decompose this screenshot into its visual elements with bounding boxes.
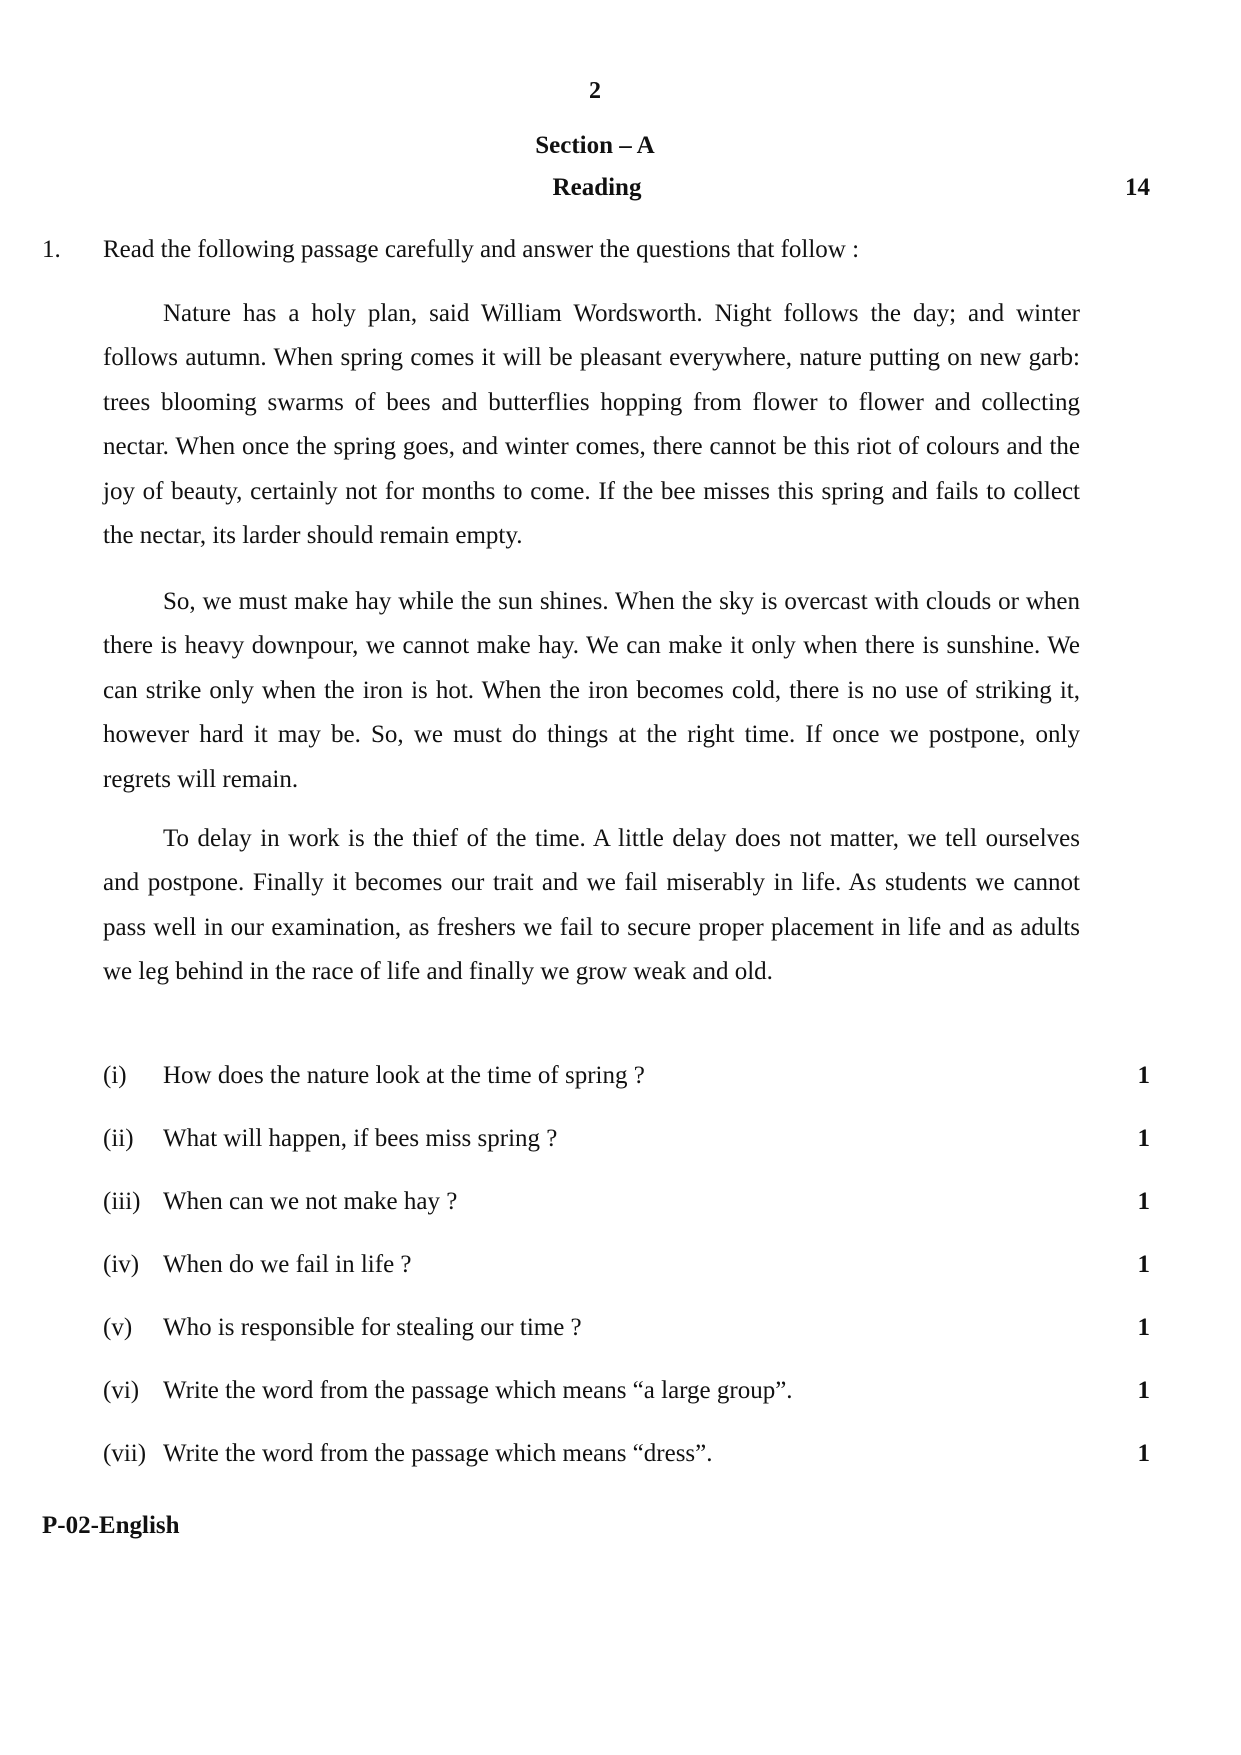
sub-question-label: (iv) xyxy=(103,1251,140,1278)
sub-question-marks: 1 xyxy=(1137,1062,1150,1089)
sub-question-label: (vii) xyxy=(103,1440,147,1467)
sub-question-v xyxy=(103,1314,1150,1346)
paper-code: P-02-English xyxy=(42,1512,180,1539)
sub-question-text: When do we fail in life ? xyxy=(163,1251,412,1278)
passage-paragraph-1: Nature has a holy plan, said William Wordsworth. Night follows the day; and winter follows autumn. When spring comes it will be pleasant everywhere, nature putting on new garb: trees blooming swarms of bees and butterflies hopping from flower to flower and collecting nectar. When once the spring goes, and winter comes, there cannot be this riot of colours and the joy of beauty, certainly not for months to come. If the bee misses this spring and fails to collect the nectar, its larder should remain empty. xyxy=(103,300,1080,550)
sub-question-marks: 1 xyxy=(1137,1188,1150,1215)
section-heading: Section – A xyxy=(535,132,655,159)
sub-question-marks: 1 xyxy=(1137,1251,1150,1278)
sub-question-iv xyxy=(103,1251,1150,1283)
sub-question-marks: 1 xyxy=(1137,1440,1150,1467)
sub-question-marks: 1 xyxy=(1137,1125,1150,1152)
question-number: 1. xyxy=(42,236,61,263)
sub-question-marks: 1 xyxy=(1137,1377,1150,1404)
sub-question-marks: 1 xyxy=(1137,1314,1150,1341)
total-marks: 14 xyxy=(1125,174,1150,201)
sub-question-text: When can we not make hay ? xyxy=(163,1188,458,1215)
sub-question-text: Write the word from the passage which means “a large group”. xyxy=(163,1377,793,1404)
sub-question-iii xyxy=(103,1188,1150,1220)
sub-question-vii xyxy=(103,1440,1150,1472)
passage-paragraph-2: So, we must make hay while the sun shines. When the sky is overcast with clouds or when there is heavy downpour, we cannot make hay. We can make it only when there is sunshine. We can strike only when the iron is hot. When the iron becomes cold, there is no use of striking it, however hard it may be. So, we must do things at the right time. If once we postpone, only regrets will remain. xyxy=(103,588,1080,793)
sub-question-vi xyxy=(103,1377,1150,1409)
sub-question-text: How does the nature look at the time of spring ? xyxy=(163,1062,645,1089)
page-number: 2 xyxy=(589,78,601,104)
sub-question-ii xyxy=(103,1125,1150,1157)
reading-heading: Reading xyxy=(552,174,642,201)
sub-question-label: (vi) xyxy=(103,1377,140,1404)
sub-question-label: (v) xyxy=(103,1314,133,1341)
sub-question-label: (i) xyxy=(103,1062,127,1089)
sub-question-text: Who is responsible for stealing our time ? xyxy=(163,1314,582,1341)
question-instruction: Read the following passage carefully and answer the questions that follow : xyxy=(103,236,860,263)
passage-paragraph-3: To delay in work is the thief of the time. A little delay does not matter, we tell ourselves and postpone. Finally it becomes our trait and we fail miserably in life. As students we cannot pass well in our examination, as freshers we fail to secure proper placement in life and as adults we leg behind in the race of life and finally we grow weak and old. xyxy=(103,825,1080,986)
sub-question-text: What will happen, if bees miss spring ? xyxy=(163,1125,558,1152)
sub-question-text: Write the word from the passage which means “dress”. xyxy=(163,1440,713,1467)
sub-question-label: (ii) xyxy=(103,1125,134,1152)
sub-question-label: (iii) xyxy=(103,1188,141,1215)
sub-question-i xyxy=(103,1062,1150,1094)
